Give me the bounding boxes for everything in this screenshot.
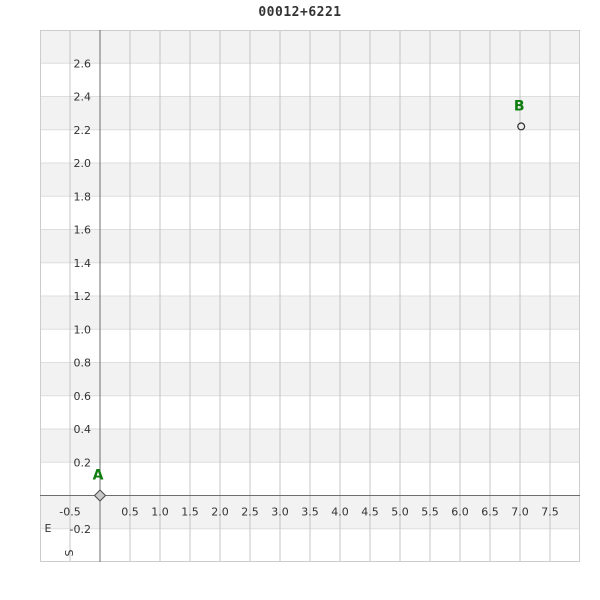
x-tick-label: -0.5 — [59, 505, 81, 519]
point-label-A: A — [92, 467, 104, 484]
x-tick-label: 3.0 — [271, 505, 289, 519]
x-tick-label: 3.5 — [301, 505, 319, 519]
x-tick-label: 5.5 — [421, 505, 439, 519]
east-direction-label: E — [44, 522, 52, 535]
y-tick-label: 0.6 — [73, 389, 91, 403]
y-tick-label: 0.2 — [73, 456, 91, 470]
x-tick-label: 7.0 — [511, 505, 529, 519]
y-tick-label: -0.2 — [69, 522, 91, 536]
x-tick-label: 0.5 — [121, 505, 139, 519]
y-tick-label: 2.2 — [73, 123, 91, 137]
y-tick-label: 1.0 — [73, 323, 91, 337]
x-tick-label: 2.5 — [241, 505, 259, 519]
y-tick-label: 1.8 — [73, 190, 91, 204]
south-direction-label: S — [63, 549, 76, 557]
y-tick-label: 0.4 — [73, 423, 91, 436]
x-tick-label: 6.5 — [481, 505, 499, 519]
x-tick-label: 4.5 — [361, 505, 379, 519]
x-tick-label: 7.5 — [541, 505, 559, 519]
point-label-B: B — [513, 98, 525, 115]
y-tick-label: 2.6 — [73, 57, 91, 71]
y-tick-label: 2.4 — [73, 90, 91, 104]
y-tick-label: 1.6 — [73, 223, 91, 237]
data-point-B — [518, 123, 525, 130]
y-tick-label: 1.4 — [73, 256, 91, 270]
y-tick-label: 0.8 — [73, 356, 91, 370]
y-tick-label: 1.2 — [73, 290, 91, 303]
x-tick-label: 1.0 — [151, 505, 169, 519]
x-tick-label: 2.0 — [211, 505, 229, 519]
x-tick-label: 5.0 — [391, 505, 409, 519]
x-tick-label: 4.0 — [331, 505, 349, 519]
x-tick-label: 6.0 — [451, 505, 469, 519]
chart-title: 00012+6221 — [258, 5, 342, 20]
x-tick-label: 1.5 — [181, 505, 199, 519]
y-tick-label: 2.0 — [73, 157, 91, 170]
